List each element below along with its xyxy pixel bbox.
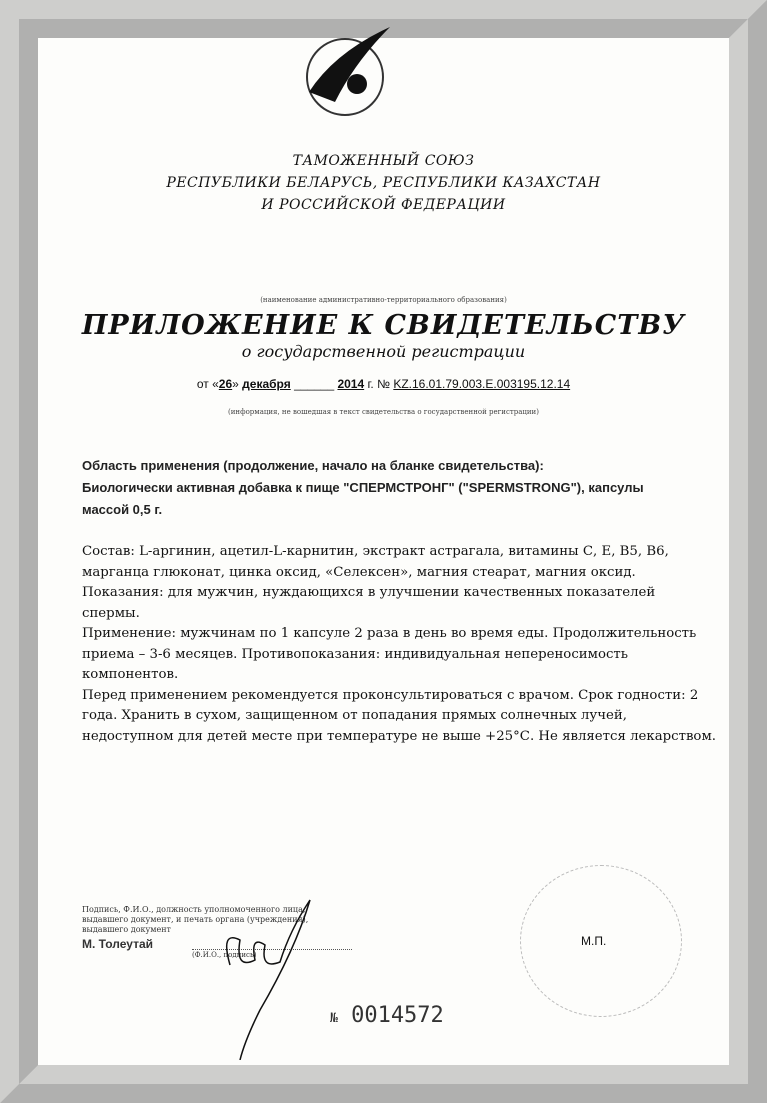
date-prefix: от « <box>196 377 219 391</box>
customs-union-emblem <box>295 22 395 122</box>
date-year: 2014 <box>337 377 365 391</box>
registration-number: KZ.16.01.79.003.E.003195.12.14 <box>393 377 571 391</box>
caption-info: (информация, не вошедшая в текст свидетельства о государственной регистрации) <box>228 408 539 416</box>
date-number-line: от «26» декабря ______ 2014 г. № KZ.16.01.79.003.E.003195.12.14 <box>196 377 571 391</box>
signature-caption: выдавшего документ <box>82 925 171 934</box>
form-number <box>330 1003 444 1028</box>
body-line: недоступном для детей месте при температуре не выше +25°С. Не является лекарством. <box>82 728 717 744</box>
body-line: года. Хранить в сухом, защищенном от попадания прямых солнечных лучей, <box>82 708 627 723</box>
signature-caption: Подпись, Ф.И.О., должность уполномоченного лица, <box>82 905 306 914</box>
document-subtitle: о государственной регистрации <box>241 342 526 361</box>
date-month: декабря <box>242 377 291 391</box>
header-line: ТАМОЖЕННЫЙ СОЮЗ <box>292 153 475 169</box>
scope-line: Биологически активная добавка к пище "СПЕРМСТРОНГ" ("SPERMSTRONG"), капсулы <box>82 480 644 495</box>
seal-stamp <box>520 865 682 1017</box>
issuer-header <box>0 150 767 216</box>
form-number-value: 0014572 <box>351 1003 444 1028</box>
caption-admin: (наименование административно-территориального образования) <box>260 296 507 304</box>
body-line: марганца глюконат, цинка оксид, «Селексен», магния стеарат, магния оксид. <box>82 564 636 580</box>
signature-caption: выдавшего документ, и печать органа (учреждения), <box>82 915 309 924</box>
body-line: приема – 3-6 месяцев. Противопоказания: индивидуальная непереносимость компонентов. <box>82 646 629 682</box>
date-suffix: г. <box>367 377 374 391</box>
composition-text <box>82 542 717 747</box>
date-day: 26 <box>218 377 233 391</box>
number-label: № <box>377 377 390 391</box>
signatory-name: М. Толеутай <box>82 937 153 951</box>
seal-label: М.П. <box>581 934 607 948</box>
handwritten-signature <box>200 890 320 1060</box>
scope-line: массой 0,5 г. <box>82 502 163 517</box>
form-number-label: № <box>330 1011 338 1026</box>
body-line: Применение: мужчинам по 1 капсуле 2 раза в день во время еды. Продолжительность <box>82 626 697 641</box>
body-line: Показания: для мужчин, нуждающихся в улучшении качественных показателей спермы. <box>82 585 656 621</box>
body-line: Перед применением рекомендуется проконсультироваться с врачом. Срок годности: 2 <box>82 687 699 703</box>
document-title: ПРИЛОЖЕНИЕ К СВИДЕТЕЛЬСТВУ <box>81 310 686 341</box>
scope-block <box>82 455 644 521</box>
header-line: РЕСПУБЛИКИ БЕЛАРУСЬ, РЕСПУБЛИКИ КАЗАХСТАН <box>166 175 601 191</box>
fio-caption: (Ф.И.О., подпись) <box>192 949 352 960</box>
header-line: И РОССИЙСКОЙ ФЕДЕРАЦИИ <box>261 197 506 213</box>
scope-line: Область применения (продолжение, начало на бланке свидетельства): <box>82 458 544 473</box>
body-line: Состав: L-аргинин, ацетил-L-карнитин, экстракт астрагала, витамины С, Е, В5, В6, <box>82 544 669 559</box>
